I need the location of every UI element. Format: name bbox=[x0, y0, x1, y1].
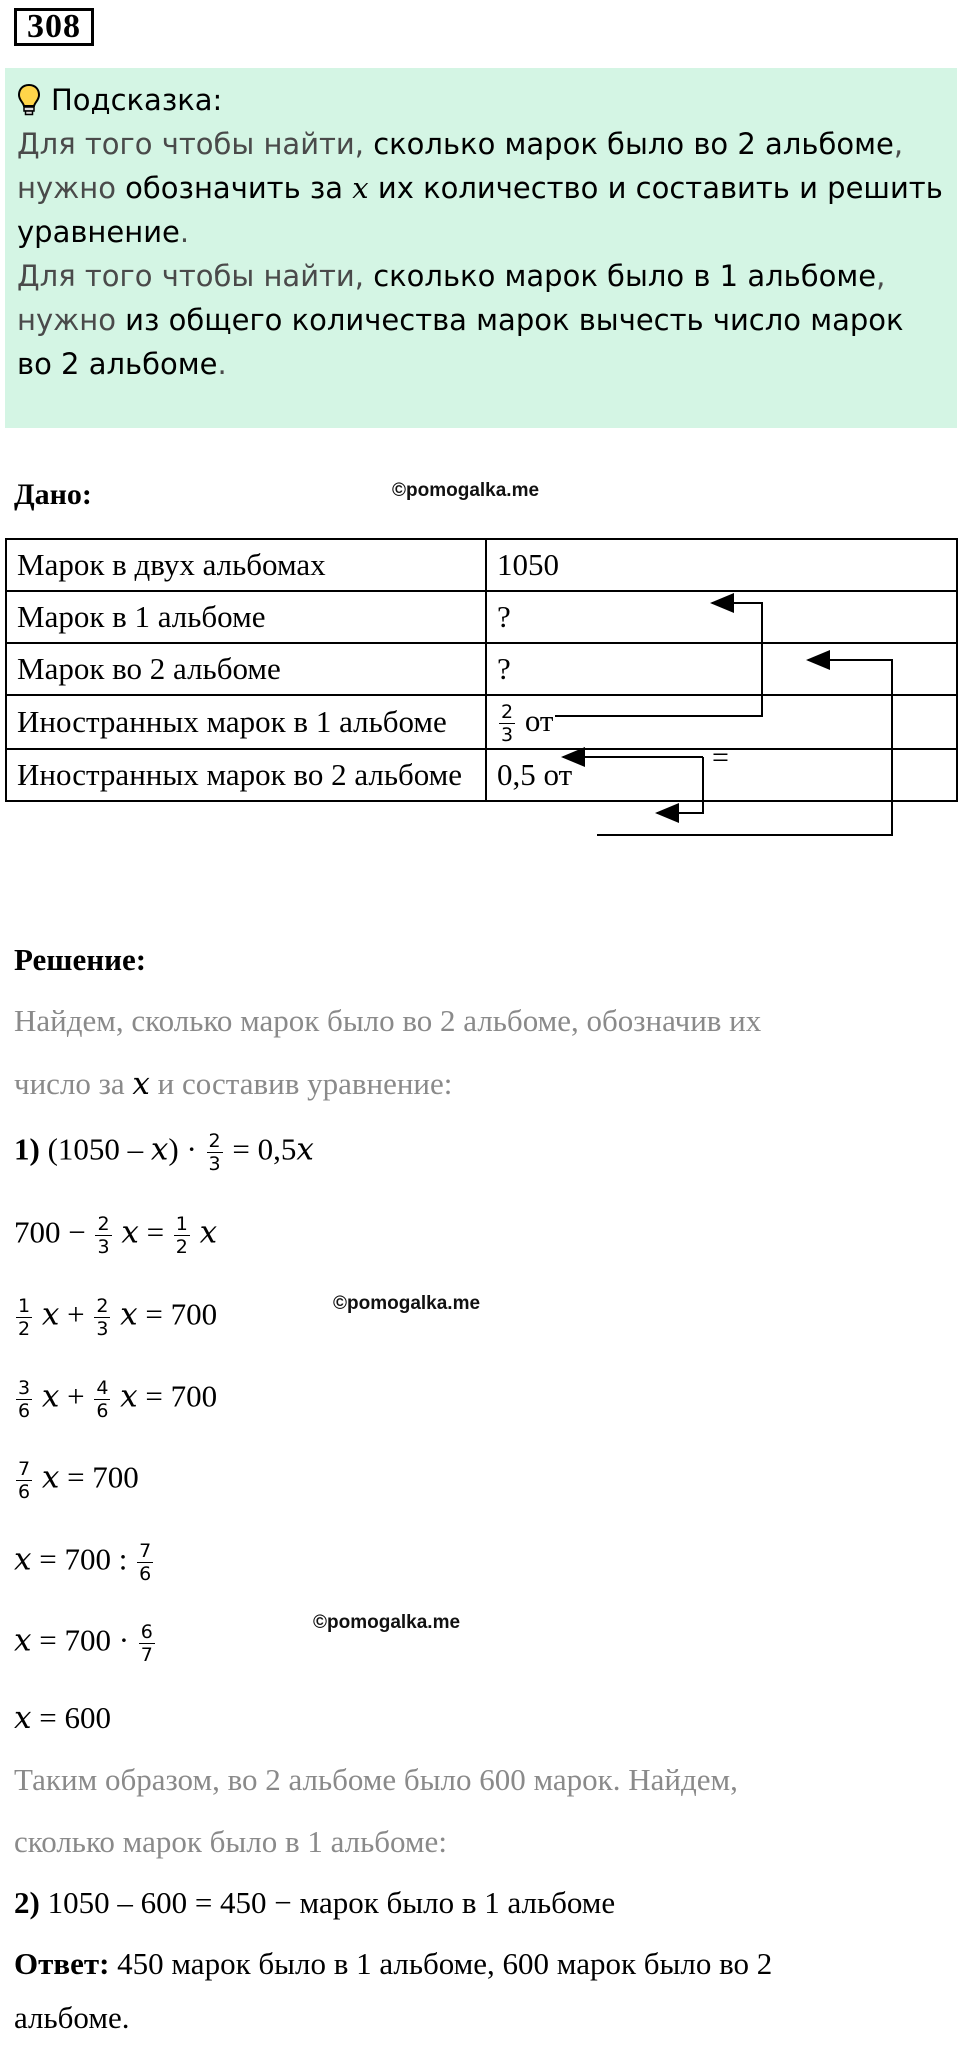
solution-title: Решение: bbox=[14, 942, 147, 977]
equals-sign: = bbox=[712, 741, 729, 774]
row-label: Иностранных марок во 2 альбоме bbox=[6, 749, 486, 801]
hint-text: . bbox=[217, 347, 227, 381]
hint-text: , bbox=[893, 127, 904, 161]
fraction: $\frac{2}{3}$ bbox=[501, 701, 514, 747]
row-value: ? bbox=[486, 643, 957, 695]
step-2: 2) 1050 – 600 = 450 − марок было в 1 альбоме bbox=[14, 1885, 616, 1920]
solution-intro: число за x и составив уравнение: bbox=[14, 1066, 453, 1102]
conclusion-text: сколько марок было в 1 альбоме: bbox=[14, 1824, 447, 1859]
equation-8: x = 600 bbox=[14, 1700, 111, 1736]
answer-label: Ответ: bbox=[14, 1946, 110, 1981]
hint-text: , bbox=[876, 259, 886, 293]
relation-arrows bbox=[0, 0, 960, 900]
equation-4: $\frac{3}{6}$ x + $\frac{4}{6}$ x = 700 bbox=[18, 1377, 218, 1422]
step-label: 1) bbox=[14, 1131, 40, 1167]
hint-text: их количество и составить и решить уравнение bbox=[17, 171, 943, 249]
hint-title: Подсказка: bbox=[51, 83, 223, 117]
solution-intro: Найдем, сколько марок было во 2 альбоме, обозначив их bbox=[14, 1003, 762, 1038]
row-label: Марок во 2 альбоме bbox=[6, 643, 486, 695]
arrow-2 bbox=[597, 660, 892, 835]
row-value: 0,5 от bbox=[486, 749, 957, 801]
row-label: Иностранных марок в 1 альбоме bbox=[6, 695, 486, 749]
equation-6: x = 700 : $\frac{7}{6}$ bbox=[14, 1540, 152, 1585]
hint-text: нужно bbox=[17, 303, 126, 337]
equation-3: $\frac{1}{2}$ x + $\frac{2}{3}$ x = 700 bbox=[18, 1295, 218, 1340]
hint-text: сколько марок было во 2 альбоме bbox=[373, 127, 894, 161]
hint-text: из общего количества марок вычесть число марок во 2 альбоме bbox=[17, 303, 904, 381]
row-value: ? bbox=[486, 591, 957, 643]
row-value: $\frac{2}{3}$ от bbox=[486, 695, 957, 749]
equation-1: 1) (1050 – x) · $\frac{2}{3}$ = 0,5x bbox=[14, 1130, 314, 1175]
watermark: ©pomogalka.me bbox=[313, 1612, 461, 1633]
hint-text: нужно bbox=[17, 171, 126, 205]
row-label: Марок в 1 альбоме bbox=[6, 591, 486, 643]
conclusion-text: Таким образом, во 2 альбоме было 600 марок. Найдем, bbox=[14, 1762, 738, 1797]
answer: Ответ: 450 марок было в 1 альбоме, 600 марок было во 2 bbox=[14, 1946, 773, 1981]
hint-text: сколько марок было в 1 альбоме bbox=[373, 259, 877, 293]
hint-variable: x bbox=[352, 171, 369, 205]
hint-text: обозначить за bbox=[125, 171, 353, 205]
problem-number: 308 bbox=[14, 8, 94, 46]
equation-2: 700 − $\frac{2}{3}$ x = $\frac{1}{2}$ x bbox=[14, 1213, 218, 1258]
watermark: ©pomogalka.me bbox=[392, 480, 540, 501]
step-label: 2) bbox=[14, 1885, 40, 1920]
given-title: Дано: bbox=[14, 478, 92, 511]
row-label: Марок в двух альбомах bbox=[6, 539, 486, 591]
hint-text: . bbox=[179, 215, 190, 249]
arrow-1 bbox=[555, 603, 762, 716]
watermark: ©pomogalka.me bbox=[333, 1293, 481, 1314]
hint-text: Для того чтобы найти, bbox=[17, 127, 374, 161]
equation-5: $\frac{7}{6}$ x = 700 bbox=[18, 1458, 139, 1503]
answer-continuation: альбоме. bbox=[14, 2000, 130, 2035]
row-value: 1050 bbox=[486, 539, 957, 591]
hint-text: Для того чтобы найти, bbox=[17, 259, 374, 293]
arrow-3 bbox=[657, 757, 703, 813]
equation-7: x = 700 · $\frac{6}{7}$ bbox=[14, 1621, 153, 1666]
